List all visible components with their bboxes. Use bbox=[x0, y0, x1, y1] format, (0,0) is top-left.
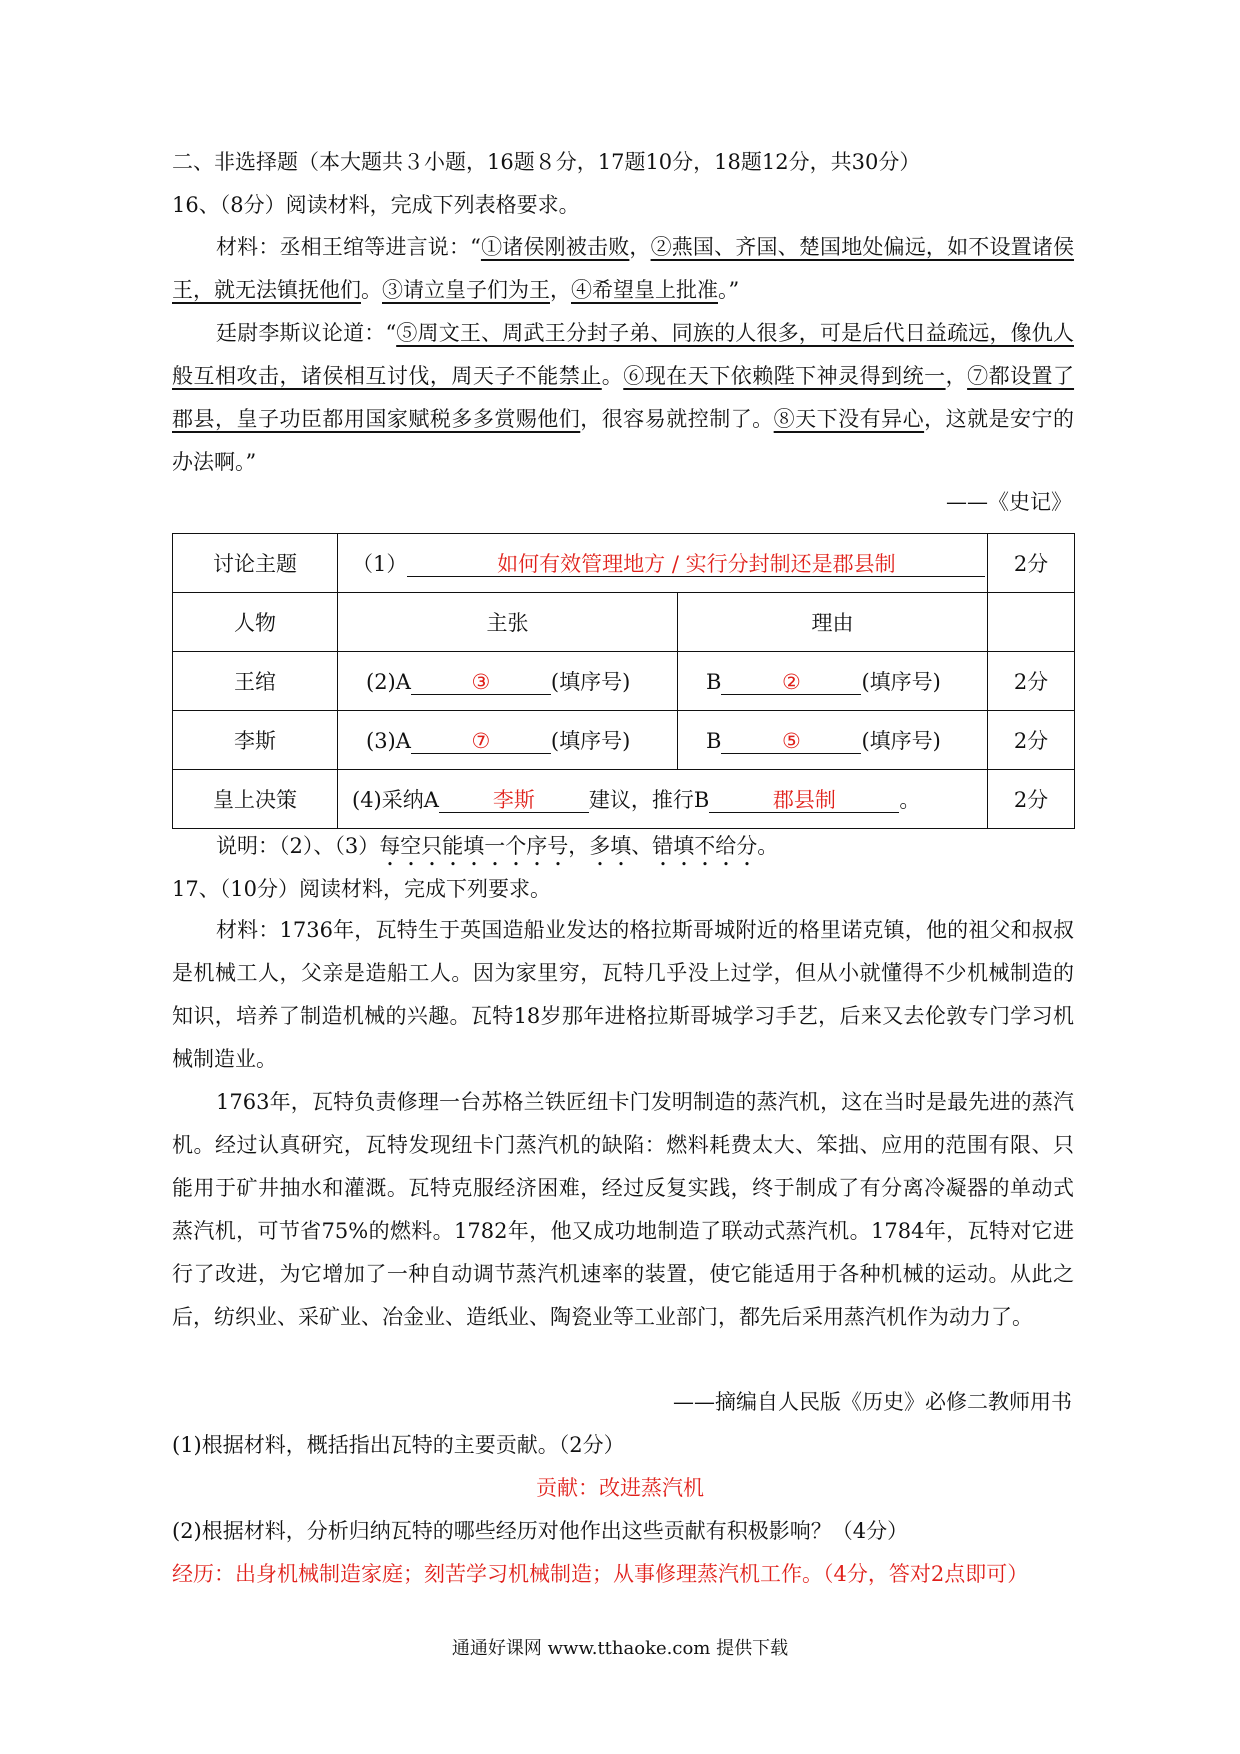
item-suffix: (填序号) bbox=[861, 670, 941, 694]
section-title: 二、非选择题（本大题共３小题，16题８分，17题10分，18题12分，共30分） bbox=[172, 150, 921, 174]
punct: 。” bbox=[718, 278, 740, 302]
q17-subquestion-2: (2)根据材料，分析归纳瓦特的哪些经历对他作出这些贡献有积极影响？（4分） bbox=[172, 1519, 909, 1543]
row-label: 人物 bbox=[173, 593, 338, 652]
score-cell-empty bbox=[988, 593, 1075, 652]
material-label: 材料：丞相王绾等进言说：“ bbox=[216, 235, 481, 259]
table-row bbox=[173, 770, 1075, 829]
row-label: 王绾 bbox=[173, 652, 338, 711]
punct: ， bbox=[550, 278, 571, 302]
score-cell: 2分 bbox=[988, 652, 1075, 711]
item-prefix: （1） bbox=[352, 552, 408, 576]
q17-stem: 17、（10分）阅读材料，完成下列要求。 bbox=[172, 877, 551, 901]
q16-material-wangwan bbox=[172, 226, 1074, 312]
topic-cell bbox=[338, 534, 988, 593]
punct: ， bbox=[945, 364, 968, 388]
statement-4: ④希望皇上批准 bbox=[571, 278, 718, 302]
page-footer: 通通好课网 www.tthaoke.com 提供下载 bbox=[451, 1638, 789, 1659]
item-prefix: (4)采纳A bbox=[352, 788, 439, 812]
answer-topic: 如何有效管理地方 / 实行分封制还是郡县制 bbox=[407, 552, 985, 577]
punct: 。 bbox=[601, 364, 624, 388]
header-claim: 主张 bbox=[338, 593, 678, 652]
q16-source: ——《史记》 bbox=[946, 490, 1072, 514]
answer-a: ⑦ bbox=[411, 729, 551, 754]
claim-cell bbox=[338, 711, 678, 770]
statement-3: ③请立皇子们为王 bbox=[382, 278, 550, 302]
statement-6: ⑥现在天下依赖陛下神灵得到统一 bbox=[623, 364, 946, 388]
statement-5: ⑤周文王、周武王分封子弟、同族的人很多，可是后代日益疏远，像仇人般互相攻击，诸侯相互讨伐，周天子不能禁止 bbox=[172, 321, 1074, 388]
q17-material bbox=[172, 909, 1074, 1339]
item-prefix: (3)A bbox=[366, 729, 411, 753]
q17-paragraph-2: 1763年，瓦特负责修理一台苏格兰铁匠纽卡门发明制造的蒸汽机，这在当时是最先进的蒸汽机。经过认真研究，瓦特发现纽卡门蒸汽机的缺陷：燃料耗费太大、笨拙、应用的范围有限、只能用于矿井抽水和灌溉。瓦特克服经济困难，经过反复实践，终于制成了有分离冷凝器的单动式蒸汽机，可节省75%的燃料。1782年，他又成功地制造了联动式蒸汽机。1784年，瓦特对它进行了改进，为它增加了一种自动调节蒸汽机速率的装置，使它能适用于各种机械的运动。从此之后，纺织业、采矿业、冶金业、造纸业、陶瓷业等工业部门，都先后采用蒸汽机作为动力了。 bbox=[172, 1090, 1074, 1329]
statement-7: ⑦都设置了郡县，皇子功臣都用国家赋税多多赏赐他们 bbox=[172, 364, 1075, 431]
table-row bbox=[173, 593, 1075, 652]
q17-source: ——摘编自人民版《历史》必修二教师用书 bbox=[673, 1390, 1072, 1414]
q17-answer-1: 贡献：改进蒸汽机 bbox=[536, 1476, 704, 1500]
row-label: 皇上决策 bbox=[173, 770, 338, 829]
score-cell: 2分 bbox=[988, 534, 1075, 593]
punct: ， bbox=[629, 235, 651, 259]
reason-cell bbox=[678, 652, 988, 711]
punct: ，很容易就控制了。 bbox=[580, 407, 774, 431]
item-mid: 建议，推行B bbox=[588, 788, 710, 812]
q17-answer-2: 经历：出身机械制造家庭；刻苦学习机械制造；从事修理蒸汽机工作。（4分，答对2点即可） bbox=[172, 1562, 1029, 1586]
answer-b: ⑤ bbox=[721, 729, 861, 754]
table-row bbox=[173, 534, 1075, 593]
score-cell: 2分 bbox=[988, 770, 1075, 829]
q16-answer-table bbox=[172, 533, 1075, 829]
table-row bbox=[173, 711, 1075, 770]
score-cell: 2分 bbox=[988, 711, 1075, 770]
item-suffix: (填序号) bbox=[550, 729, 631, 753]
material-label: 廷尉李斯议论道：“ bbox=[216, 321, 397, 345]
row-label: 李斯 bbox=[173, 711, 338, 770]
answer-a: 李斯 bbox=[439, 788, 589, 813]
statement-8: ⑧天下没有异心 bbox=[773, 407, 925, 431]
claim-cell bbox=[338, 652, 678, 711]
punct: 。 bbox=[361, 278, 382, 302]
statement-1: ①诸侯刚被击败 bbox=[480, 235, 630, 259]
item-prefix: B bbox=[706, 670, 722, 694]
q16-stem: 16、（8分）阅读材料，完成下列表格要求。 bbox=[172, 193, 580, 217]
row-label: 讨论主题 bbox=[173, 534, 338, 593]
q16-note bbox=[216, 832, 778, 871]
answer-a: ③ bbox=[411, 670, 551, 695]
note-prefix: 说明：（2）、（3） bbox=[216, 834, 380, 858]
table-row bbox=[173, 652, 1075, 711]
header-reason: 理由 bbox=[678, 593, 988, 652]
item-prefix: (2)A bbox=[366, 670, 411, 694]
statement-2: ②燕国、齐国、楚国地处偏远，如不设置诸侯王，就无法镇抚他们 bbox=[172, 235, 1075, 302]
reason-cell bbox=[678, 711, 988, 770]
item-suffix: (填序号) bbox=[550, 670, 631, 694]
answer-b: 郡县制 bbox=[709, 788, 899, 813]
note-emphasis: 每空只能填一个序号，多填、错填不给分。 bbox=[379, 834, 779, 858]
item-prefix: B bbox=[706, 729, 722, 753]
item-suffix: (填序号) bbox=[861, 729, 941, 753]
decision-cell bbox=[338, 770, 988, 829]
item-end: 。 bbox=[899, 788, 921, 812]
q16-material-lisi bbox=[172, 312, 1074, 484]
punct: ，这就是安宁的办法啊。” bbox=[172, 407, 1075, 474]
answer-b: ② bbox=[721, 670, 861, 695]
q17-subquestion-1: (1)根据材料，概括指出瓦特的主要贡献。（2分） bbox=[172, 1433, 625, 1457]
q17-paragraph-1: 材料：1736年，瓦特生于英国造船业发达的格拉斯哥城附近的格里诺克镇，他的祖父和叔叔是机械工人，父亲是造船工人。因为家里穷，瓦特几乎没上过学，但从小就懂得不少机械制造的知识，培养了制造机械的兴趣。瓦特18岁那年进格拉斯哥城学习手艺，后来又去伦敦专门学习机械制造业。 bbox=[172, 918, 1074, 1071]
